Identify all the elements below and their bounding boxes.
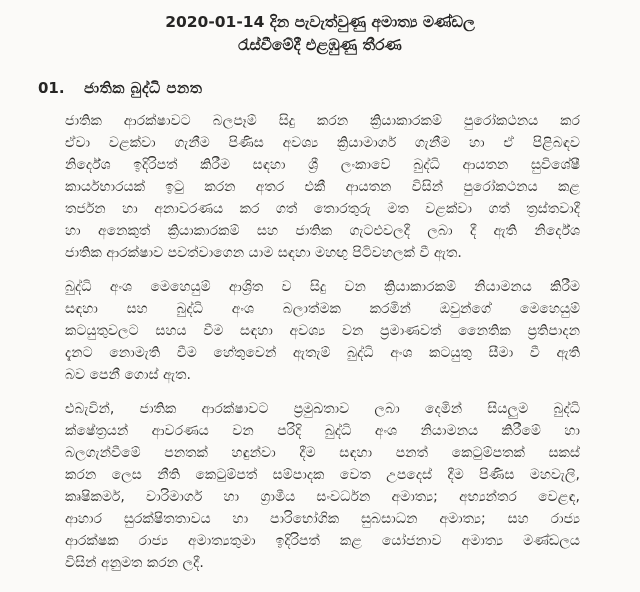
paragraph-1-line: නිර්දේශ ඉදිරිපත් කිරීම සඳහා ශ්‍රී ලංකාවේ බුද්ධි ආයතන සුවිශේෂී [65, 157, 580, 173]
paragraph-1-line: කාර්යභාරයක් ඉටු කරන අතර එකී ආයතන විසින් පුරෝකථනය කළ [65, 179, 580, 195]
header-title-line1: 2020-01-14 දින පැවැත්වුණු අමාත්‍ය මණ්ඩල [165, 13, 475, 31]
paragraph-1-line: තර්ජන හා අනාවරණය කර ගත් තොරතුරු මත වළක්වා ගත් ත්‍රස්තවාදී [65, 201, 580, 217]
paragraph-1-line: ජාතික ආරක්ෂාවට බලපෑම් සිදු කරන ක්‍රියාකාරකම් පුරෝකථනය කර [65, 113, 580, 129]
document-header [0, 0, 640, 57]
paragraph-2-line: බව පෙනී ගොස් ඇත. [65, 367, 191, 383]
paragraph-2 [65, 276, 580, 386]
paragraph-2-line: බුද්ධි අංශ මෙහෙයුම් ආශ්‍රිත ව සිදු වන ක්‍රියාකාරකම් නියාමනය කිරීම [65, 279, 580, 295]
paragraph-1 [65, 110, 580, 264]
paragraph-3-line: කරන ලෙස නීති කෙටුම්පත් සම්පාදක වෙත උපදෙස් දීම පිණිස මහවැලි, [65, 467, 580, 483]
document-body [65, 110, 580, 574]
paragraph-3 [65, 398, 580, 574]
paragraph-1-line: ජාතික ආරක්ෂාව පවත්වාගෙන යාම සඳහා මහඟු පිටිවහලක් වී ඇත. [65, 245, 462, 261]
paragraph-3-line: විසින් අනුමත කරන ලදී. [65, 555, 204, 571]
paragraph-3-line: ක්ෂේත්‍රයන් ආවරණය වන පරිදි බුද්ධි අංශ නියාමනය කිරීමේ හා [65, 423, 580, 439]
paragraph-1-line: හා අනෙකුත් ක්‍රියාකාරකම් සහ ජාතික ගැටළුවලදී ලබා දී ඇති නිර්දේශ [65, 223, 580, 239]
paragraph-2-line: සඳහා සහ බුද්ධි අංශ බලාත්මක කරමින් ඔවුන්ගේ මෙහෙයුම් [65, 301, 580, 317]
section-title: ජාතික බුද්ධි පනත [84, 79, 203, 97]
paragraph-3-line: ආරක්ෂක රාජ්‍ය අමාත්‍යතුමා ඉදිරිපත් කළ යෝජනාව අමාත්‍ය මණ්ඩලය [65, 533, 580, 549]
paragraph-3-line: බලගැන්වීමේ පනතක් හඳුන්වා දීම සඳහා පනත් කෙටුම්පතක් සකස් [65, 445, 580, 461]
paragraph-2-line: කටයුතුවලට සහය වීම සඳහා අවශ්‍ය වන ප්‍රමාණවත් නෛතික ප්‍රතිපාදන [65, 323, 580, 339]
paragraph-2-line: දැනට නොමැති වීම හේතුවෙන් ඇතැම් බුද්ධි අංශ කටයුතු සීමා වී ඇති [65, 345, 580, 361]
paragraph-3-line: එබැවින්, ජාතික ආරක්ෂාවට ප්‍රමුඛතාව ලබා දෙමින් සියලුම බුද්ධි [65, 401, 580, 417]
paragraph-3-line: ආහාර සුරක්ෂිතතාවය හා පාරිභෝගික සුබසාධන අමාත්‍ය; සහ රාජ්‍ය [65, 511, 580, 527]
header-title-line2: රැස්වීමේදී එළඹුණු තීරණ [238, 36, 402, 54]
section-number: 01. [38, 79, 65, 97]
paragraph-1-line: ඒවා වළක්වා ගැනීම පිණිස අවශ්‍ය ක්‍රියාමාර්ග ගැනීම හා ඒ පිළිබඳව [65, 135, 580, 151]
section-heading-row [38, 79, 640, 97]
paragraph-3-line: කෘෂිකර්ම, වාරිමාර්ග හා ග්‍රාමීය සංවර්ධන අමාත්‍ය; අභ්‍යන්තර වෙළඳ, [65, 489, 580, 505]
